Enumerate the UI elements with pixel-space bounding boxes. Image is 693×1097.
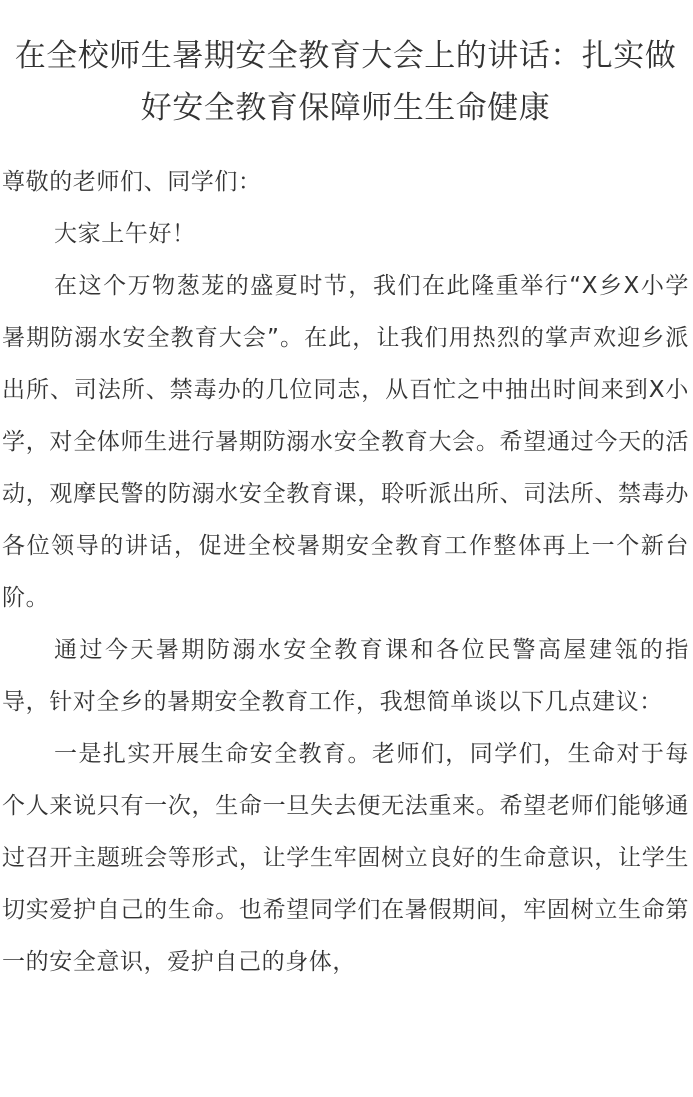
salutation: 尊敬的老师们、同学们： — [2, 169, 262, 195]
paragraph-opening: 在这个万物葱茏的盛夏时节，我们在此隆重举行“X乡X小学暑期防溺水安全教育大会”。在此，让我们用热烈的掌声欢迎乡派出所、司法所、禁毒办的几位同志，从百忙之中抽出时间来到X小学，对全体师生进行暑期防溺水安全教育大会。希望通过今天的活动，观摩民警的防溺水安全教育课，聆听派出所、司法所、禁毒办各位领导的讲话，促进全校暑期安全教育工作整体再上一个新台阶。 — [2, 273, 689, 611]
article-title: 在全校师生暑期安全教育大会上的讲话：扎实做好安全教育保障师生生命健康 — [14, 38, 677, 126]
article-body — [2, 156, 689, 988]
greeting: 大家上午好！ — [54, 221, 196, 247]
paragraph-life-safety: 一是扎实开展生命安全教育。老师们，同学们，生命对于每个人来说只有一次，生命一旦失去便无法重来。希望老师们能够通过召开主题班会等形式，让学生牢固树立良好的生命意识，让学生切实爱护自己的生命。也希望同学们在暑假期间，牢固树立生命第一的安全意识，爱护自己的身体， — [2, 741, 689, 975]
paragraph-suggestions-intro: 通过今天暑期防溺水安全教育课和各位民警高屋建瓴的指导，针对全乡的暑期安全教育工作，我想简单谈以下几点建议： — [2, 637, 689, 715]
